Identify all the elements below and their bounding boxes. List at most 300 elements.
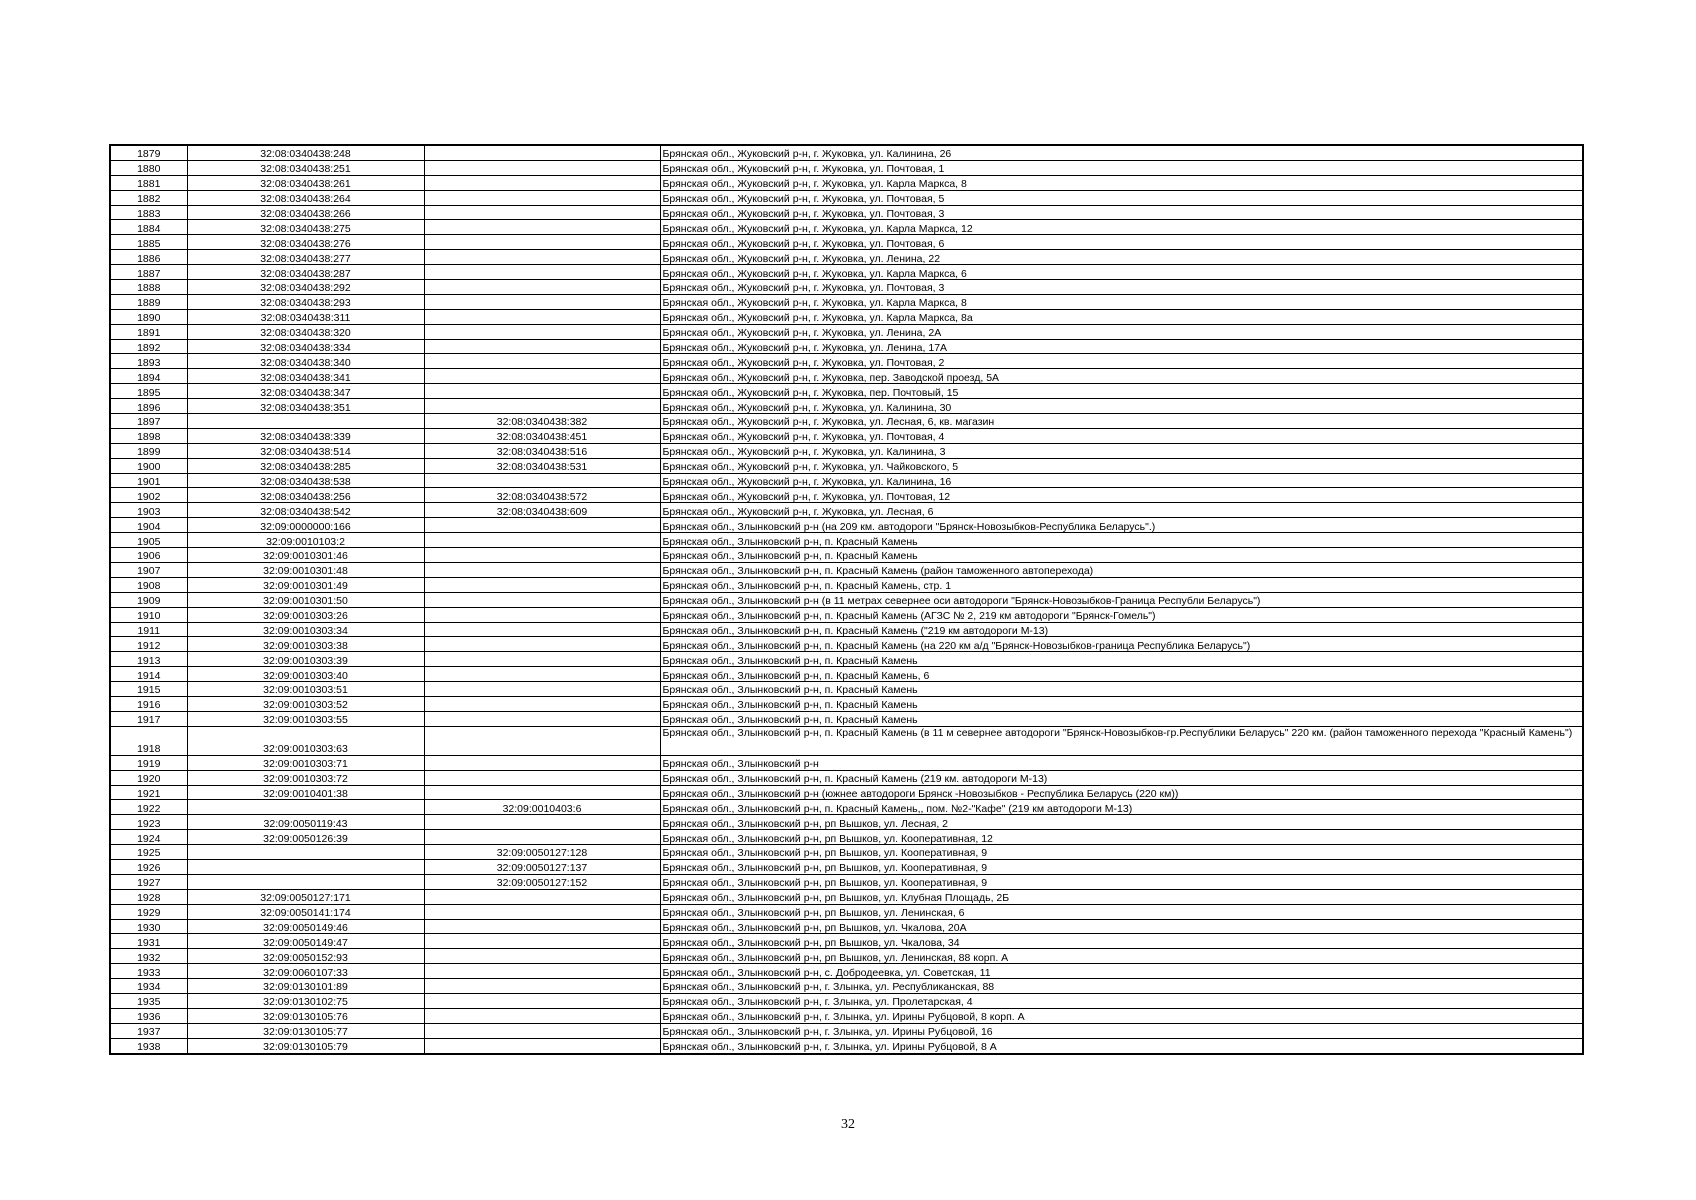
table-row [110, 235, 1583, 250]
row-number-cell: 1922 [110, 800, 187, 815]
table-row [110, 369, 1583, 384]
related-cadastral-number-cell [424, 696, 660, 711]
address-cell: Брянская обл., Жуковский р-н, г. Жуковка, ул. Карла Маркса, 12 [660, 220, 1583, 235]
cadastral-number-cell: 32:09:0050126:39 [187, 830, 424, 845]
address-cell: Брянская обл., Жуковский р-н, г. Жуковка, ул. Чайковского, 5 [660, 458, 1583, 473]
address-cell: Брянская обл., Жуковский р-н, г. Жуковка, ул. Калинина, 3 [660, 443, 1583, 458]
table-row [110, 250, 1583, 265]
cadastral-number-cell: 32:09:0010301:50 [187, 592, 424, 607]
cadastral-number-cell: 32:09:0130101:89 [187, 979, 424, 994]
cadastral-number-cell: 32:09:0010301:46 [187, 548, 424, 563]
address-cell: Брянская обл., Жуковский р-н, г. Жуковка, ул. Почтовая, 3 [660, 280, 1583, 295]
cadastral-number-cell: 32:09:0050141:174 [187, 904, 424, 919]
related-cadastral-number-cell [424, 964, 660, 979]
row-number-cell: 1933 [110, 964, 187, 979]
row-number-cell: 1929 [110, 904, 187, 919]
row-number-cell: 1897 [110, 414, 187, 429]
address-cell: Брянская обл., Жуковский р-н, г. Жуковка, ул. Карла Маркса, 8 [660, 175, 1583, 190]
table-row [110, 384, 1583, 399]
table-row [110, 577, 1583, 592]
address-cell: Брянская обл., Злынковский р-н, п. Красный Камень [660, 533, 1583, 548]
related-cadastral-number-cell: 32:08:0340438:382 [424, 414, 660, 429]
table-row [110, 949, 1583, 964]
row-number-cell: 1902 [110, 488, 187, 503]
row-number-cell: 1938 [110, 1038, 187, 1053]
address-cell: Брянская обл., Жуковский р-н, г. Жуковка, ул. Ленина, 17А [660, 339, 1583, 354]
related-cadastral-number-cell [424, 993, 660, 1008]
table-row [110, 220, 1583, 235]
address-cell: Брянская обл., Злынковский р-н, рп Вышков, ул. Клубная Площадь, 2Б [660, 889, 1583, 904]
row-number-cell: 1911 [110, 622, 187, 637]
address-cell: Брянская обл., Жуковский р-н, г. Жуковка, ул. Карла Маркса, 8 [660, 294, 1583, 309]
table-row [110, 354, 1583, 369]
property-registry-table [109, 144, 1584, 1055]
address-cell: Брянская обл., Жуковский р-н, г. Жуковка, ул. Лесная, 6 [660, 503, 1583, 518]
cadastral-number-cell: 32:08:0340438:334 [187, 339, 424, 354]
related-cadastral-number-cell [424, 339, 660, 354]
address-cell: Брянская обл., Злынковский р-н, рп Вышков, ул. Ленинская, 88 корп. А [660, 949, 1583, 964]
table-row [110, 622, 1583, 637]
related-cadastral-number-cell [424, 1023, 660, 1038]
table-row [110, 667, 1583, 682]
cadastral-number-cell: 32:08:0340438:256 [187, 488, 424, 503]
cadastral-number-cell: 32:09:0010303:51 [187, 682, 424, 697]
related-cadastral-number-cell [424, 592, 660, 607]
related-cadastral-number-cell [424, 145, 660, 160]
related-cadastral-number-cell [424, 889, 660, 904]
row-number-cell: 1935 [110, 993, 187, 1008]
related-cadastral-number-cell: 32:09:0050127:152 [424, 874, 660, 889]
address-cell: Брянская обл., Жуковский р-н, г. Жуковка, ул. Калинина, 26 [660, 145, 1583, 160]
address-cell: Брянская обл., Жуковский р-н, г. Жуковка, ул. Карла Маркса, 8а [660, 309, 1583, 324]
address-cell: Брянская обл., Злынковский р-н, п. Красный Камень, стр. 1 [660, 577, 1583, 592]
related-cadastral-number-cell [424, 979, 660, 994]
table-row [110, 1038, 1583, 1053]
page-number: 32 [841, 1117, 855, 1132]
address-cell: Брянская обл., Жуковский р-н, г. Жуковка, ул. Почтовая, 6 [660, 235, 1583, 250]
row-number-cell: 1912 [110, 637, 187, 652]
row-number-cell: 1885 [110, 235, 187, 250]
address-cell: Брянская обл., Злынковский р-н, рп Вышков, ул. Чкалова, 34 [660, 934, 1583, 949]
related-cadastral-number-cell [424, 934, 660, 949]
related-cadastral-number-cell: 32:08:0340438:451 [424, 428, 660, 443]
address-cell: Брянская обл., Злынковский р-н, г. Злынка, ул. Пролетарская, 4 [660, 993, 1583, 1008]
related-cadastral-number-cell [424, 770, 660, 785]
row-number-cell: 1919 [110, 755, 187, 770]
address-cell: Брянская обл., Злынковский р-н, рп Вышков, ул. Лесная, 2 [660, 815, 1583, 830]
row-number-cell: 1896 [110, 399, 187, 414]
related-cadastral-number-cell: 32:09:0010403:6 [424, 800, 660, 815]
address-cell: Брянская обл., Жуковский р-н, г. Жуковка, ул. Калинина, 16 [660, 473, 1583, 488]
cadastral-number-cell [187, 845, 424, 860]
cadastral-number-cell: 32:08:0340438:276 [187, 235, 424, 250]
related-cadastral-number-cell [424, 250, 660, 265]
table-row [110, 503, 1583, 518]
row-number-cell: 1931 [110, 934, 187, 949]
related-cadastral-number-cell [424, 235, 660, 250]
table-row [110, 800, 1583, 815]
address-cell: Брянская обл., Злынковский р-н, рп Вышков, ул. Кооперативная, 9 [660, 845, 1583, 860]
related-cadastral-number-cell [424, 384, 660, 399]
row-number-cell: 1879 [110, 145, 187, 160]
address-cell: Брянская обл., Злынковский р-н, рп Вышков, ул. Кооперативная, 9 [660, 859, 1583, 874]
cadastral-number-cell: 32:08:0340438:347 [187, 384, 424, 399]
address-cell: Брянская обл., Жуковский р-н, г. Жуковка, ул. Ленина, 22 [660, 250, 1583, 265]
related-cadastral-number-cell [424, 175, 660, 190]
table-row [110, 145, 1583, 160]
address-cell: Брянская обл., Злынковский р-н, рп Вышков, ул. Ленинская, 6 [660, 904, 1583, 919]
related-cadastral-number-cell [424, 785, 660, 800]
cadastral-number-cell: 32:09:0010401:38 [187, 785, 424, 800]
address-cell: Брянская обл., Злынковский р-н, п. Красный Камень (в 11 м севернее автодороги "Брянск-Новозыбков-гр.Республики Беларусь" 220 км. (район таможенного перехода "Красный Камень") [660, 726, 1583, 755]
row-number-cell: 1887 [110, 265, 187, 280]
table-row [110, 652, 1583, 667]
cadastral-number-cell: 32:08:0340438:340 [187, 354, 424, 369]
row-number-cell: 1920 [110, 770, 187, 785]
row-number-cell: 1886 [110, 250, 187, 265]
cadastral-number-cell: 32:09:0010303:38 [187, 637, 424, 652]
cadastral-number-cell [187, 874, 424, 889]
cadastral-number-cell [187, 800, 424, 815]
address-cell: Брянская обл., Жуковский р-н, г. Жуковка, ул. Почтовая, 2 [660, 354, 1583, 369]
cadastral-number-cell: 32:09:0010303:72 [187, 770, 424, 785]
row-number-cell: 1907 [110, 562, 187, 577]
related-cadastral-number-cell: 32:09:0050127:137 [424, 859, 660, 874]
cadastral-number-cell: 32:08:0340438:251 [187, 160, 424, 175]
row-number-cell: 1923 [110, 815, 187, 830]
table-row [110, 889, 1583, 904]
related-cadastral-number-cell: 32:08:0340438:516 [424, 443, 660, 458]
table-row [110, 488, 1583, 503]
row-number-cell: 1928 [110, 889, 187, 904]
address-cell: Брянская обл., Жуковский р-н, г. Жуковка, пер. Почтовый, 15 [660, 384, 1583, 399]
address-cell: Брянская обл., Злынковский р-н, п. Красный Камень [660, 682, 1583, 697]
row-number-cell: 1882 [110, 190, 187, 205]
related-cadastral-number-cell [424, 518, 660, 533]
related-cadastral-number-cell [424, 815, 660, 830]
row-number-cell: 1881 [110, 175, 187, 190]
related-cadastral-number-cell: 32:08:0340438:609 [424, 503, 660, 518]
table-row [110, 309, 1583, 324]
cadastral-number-cell: 32:08:0340438:275 [187, 220, 424, 235]
row-number-cell: 1932 [110, 949, 187, 964]
cadastral-number-cell: 32:09:0130105:76 [187, 1008, 424, 1023]
address-cell: Брянская обл., Злынковский р-н, п. Красный Камень (АГЗС № 2, 219 км автодороги "Брянск-Гомель") [660, 607, 1583, 622]
related-cadastral-number-cell: 32:08:0340438:531 [424, 458, 660, 473]
row-number-cell: 1893 [110, 354, 187, 369]
row-number-cell: 1915 [110, 682, 187, 697]
related-cadastral-number-cell [424, 309, 660, 324]
address-cell: Брянская обл., Жуковский р-н, г. Жуковка, ул. Почтовая, 5 [660, 190, 1583, 205]
cadastral-number-cell: 32:09:0050149:46 [187, 919, 424, 934]
row-number-cell: 1889 [110, 294, 187, 309]
cadastral-number-cell: 32:09:0050152:93 [187, 949, 424, 964]
address-cell: Брянская обл., Злынковский р-н, п. Красный Камень [660, 548, 1583, 563]
related-cadastral-number-cell [424, 949, 660, 964]
row-number-cell: 1927 [110, 874, 187, 889]
cadastral-number-cell: 32:09:0010303:40 [187, 667, 424, 682]
table-row [110, 280, 1583, 295]
cadastral-number-cell: 32:08:0340438:514 [187, 443, 424, 458]
cadastral-number-cell: 32:08:0340438:277 [187, 250, 424, 265]
cadastral-number-cell: 32:09:0050119:43 [187, 815, 424, 830]
property-registry-body [110, 145, 1583, 1054]
cadastral-number-cell: 32:08:0340438:320 [187, 324, 424, 339]
related-cadastral-number-cell [424, 562, 660, 577]
table-row [110, 637, 1583, 652]
related-cadastral-number-cell [424, 220, 660, 235]
cadastral-number-cell: 32:08:0340438:542 [187, 503, 424, 518]
address-cell: Брянская обл., Жуковский р-н, г. Жуковка, ул. Почтовая, 4 [660, 428, 1583, 443]
table-row [110, 815, 1583, 830]
related-cadastral-number-cell [424, 919, 660, 934]
table-row [110, 755, 1583, 770]
cadastral-number-cell: 32:08:0340438:292 [187, 280, 424, 295]
address-cell: Брянская обл., Злынковский р-н, рп Вышков, ул. Чкалова, 20А [660, 919, 1583, 934]
row-number-cell: 1936 [110, 1008, 187, 1023]
cadastral-number-cell: 32:09:0130105:77 [187, 1023, 424, 1038]
table-row [110, 339, 1583, 354]
row-number-cell: 1891 [110, 324, 187, 339]
table-row [110, 1023, 1583, 1038]
row-number-cell: 1906 [110, 548, 187, 563]
table-row [110, 443, 1583, 458]
address-cell: Брянская обл., Злынковский р-н, г. Злынка, ул. Ирины Рубцовой, 16 [660, 1023, 1583, 1038]
address-cell: Брянская обл., Злынковский р-н (в 11 метрах севернее оси автодороги "Брянск-Новозыбков-Граница Республи Беларусь") [660, 592, 1583, 607]
table-row [110, 979, 1583, 994]
row-number-cell: 1937 [110, 1023, 187, 1038]
table-row [110, 414, 1583, 429]
row-number-cell: 1908 [110, 577, 187, 592]
related-cadastral-number-cell [424, 1038, 660, 1053]
row-number-cell: 1926 [110, 859, 187, 874]
related-cadastral-number-cell [424, 667, 660, 682]
related-cadastral-number-cell [424, 904, 660, 919]
table-row [110, 919, 1583, 934]
table-row [110, 399, 1583, 414]
address-cell: Брянская обл., Злынковский р-н, г. Злынка, ул. Ирины Рубцовой, 8 А [660, 1038, 1583, 1053]
related-cadastral-number-cell [424, 755, 660, 770]
address-cell: Брянская обл., Жуковский р-н, г. Жуковка, ул. Лесная, 6, кв. магазин [660, 414, 1583, 429]
row-number-cell: 1934 [110, 979, 187, 994]
row-number-cell: 1899 [110, 443, 187, 458]
cadastral-number-cell: 32:09:0010103:2 [187, 533, 424, 548]
row-number-cell: 1916 [110, 696, 187, 711]
related-cadastral-number-cell [424, 369, 660, 384]
table-row [110, 294, 1583, 309]
table-row [110, 518, 1583, 533]
related-cadastral-number-cell [424, 830, 660, 845]
cadastral-number-cell: 32:08:0340438:538 [187, 473, 424, 488]
address-cell: Брянская обл., Злынковский р-н, г. Злынка, ул. Республиканская, 88 [660, 979, 1583, 994]
table-row [110, 830, 1583, 845]
related-cadastral-number-cell [424, 280, 660, 295]
cadastral-number-cell: 32:09:0010303:39 [187, 652, 424, 667]
cadastral-number-cell: 32:09:0010303:55 [187, 711, 424, 726]
cadastral-number-cell: 32:09:0010303:71 [187, 755, 424, 770]
related-cadastral-number-cell [424, 205, 660, 220]
table-row [110, 993, 1583, 1008]
address-cell: Брянская обл., Злынковский р-н, рп Вышков, ул. Кооперативная, 9 [660, 874, 1583, 889]
table-row [110, 428, 1583, 443]
related-cadastral-number-cell [424, 190, 660, 205]
row-number-cell: 1905 [110, 533, 187, 548]
table-row [110, 1008, 1583, 1023]
related-cadastral-number-cell [424, 533, 660, 548]
row-number-cell: 1903 [110, 503, 187, 518]
address-cell: Брянская обл., Злынковский р-н, п. Красный Камень (район таможенного автоперехода) [660, 562, 1583, 577]
table-row [110, 324, 1583, 339]
row-number-cell: 1894 [110, 369, 187, 384]
table-row [110, 770, 1583, 785]
cadastral-number-cell: 32:09:0130102:75 [187, 993, 424, 1008]
related-cadastral-number-cell [424, 324, 660, 339]
cadastral-number-cell: 32:08:0340438:341 [187, 369, 424, 384]
cadastral-number-cell: 32:09:0010303:52 [187, 696, 424, 711]
related-cadastral-number-cell [424, 354, 660, 369]
table-row [110, 874, 1583, 889]
related-cadastral-number-cell [424, 622, 660, 637]
cadastral-number-cell: 32:09:0010303:63 [187, 726, 424, 755]
table-row [110, 934, 1583, 949]
address-cell: Брянская обл., Злынковский р-н, п. Красный Камень (на 220 км а/д "Брянск-Новозыбков-граница Республика Беларусь") [660, 637, 1583, 652]
cadastral-number-cell: 32:09:0130105:79 [187, 1038, 424, 1053]
address-cell: Брянская обл., Злынковский р-н, с. Добродеевка, ул. Советская, 11 [660, 964, 1583, 979]
table-row [110, 682, 1583, 697]
cadastral-number-cell: 32:08:0340438:248 [187, 145, 424, 160]
row-number-cell: 1909 [110, 592, 187, 607]
address-cell: Брянская обл., Жуковский р-н, г. Жуковка, ул. Почтовая, 3 [660, 205, 1583, 220]
cadastral-number-cell: 32:09:0050127:171 [187, 889, 424, 904]
cadastral-number-cell: 32:08:0340438:264 [187, 190, 424, 205]
address-cell: Брянская обл., Злынковский р-н, п. Красный Камень [660, 652, 1583, 667]
table-row [110, 160, 1583, 175]
address-cell: Брянская обл., Злынковский р-н, п. Красный Камень, 6 [660, 667, 1583, 682]
address-cell: Брянская обл., Злынковский р-н, п. Красный Камень ("219 км автодороги М-13) [660, 622, 1583, 637]
table-row [110, 904, 1583, 919]
table-row [110, 190, 1583, 205]
row-number-cell: 1888 [110, 280, 187, 295]
cadastral-number-cell: 32:09:0010303:34 [187, 622, 424, 637]
cadastral-number-cell: 32:08:0340438:351 [187, 399, 424, 414]
address-cell: Брянская обл., Злынковский р-н (на 209 км. автодороги "Брянск-Новозыбков-Республика Беларусь".) [660, 518, 1583, 533]
row-number-cell: 1921 [110, 785, 187, 800]
table-row [110, 696, 1583, 711]
related-cadastral-number-cell [424, 682, 660, 697]
related-cadastral-number-cell [424, 399, 660, 414]
related-cadastral-number-cell: 32:08:0340438:572 [424, 488, 660, 503]
table-row [110, 711, 1583, 726]
row-number-cell: 1895 [110, 384, 187, 399]
cadastral-number-cell: 32:09:0010301:49 [187, 577, 424, 592]
row-number-cell: 1914 [110, 667, 187, 682]
related-cadastral-number-cell [424, 607, 660, 622]
row-number-cell: 1913 [110, 652, 187, 667]
table-row [110, 607, 1583, 622]
address-cell: Брянская обл., Жуковский р-н, г. Жуковка, ул. Ленина, 2А [660, 324, 1583, 339]
address-cell: Брянская обл., Злынковский р-н, п. Красный Камень (219 км. автодороги М-13) [660, 770, 1583, 785]
address-cell: Брянская обл., Злынковский р-н, п. Красный Камень [660, 711, 1583, 726]
related-cadastral-number-cell [424, 294, 660, 309]
address-cell: Брянская обл., Жуковский р-н, г. Жуковка, ул. Калинина, 30 [660, 399, 1583, 414]
row-number-cell: 1910 [110, 607, 187, 622]
table-row [110, 845, 1583, 860]
cadastral-number-cell: 32:08:0340438:266 [187, 205, 424, 220]
table-row [110, 592, 1583, 607]
related-cadastral-number-cell [424, 637, 660, 652]
table-row [110, 265, 1583, 280]
table-row [110, 548, 1583, 563]
row-number-cell: 1924 [110, 830, 187, 845]
table-row [110, 562, 1583, 577]
row-number-cell: 1883 [110, 205, 187, 220]
cadastral-number-cell: 32:08:0340438:339 [187, 428, 424, 443]
table-row [110, 175, 1583, 190]
table-row [110, 458, 1583, 473]
related-cadastral-number-cell [424, 726, 660, 755]
related-cadastral-number-cell: 32:09:0050127:128 [424, 845, 660, 860]
row-number-cell: 1904 [110, 518, 187, 533]
row-number-cell: 1898 [110, 428, 187, 443]
row-number-cell: 1900 [110, 458, 187, 473]
cadastral-number-cell: 32:08:0340438:293 [187, 294, 424, 309]
related-cadastral-number-cell [424, 473, 660, 488]
row-number-cell: 1918 [110, 726, 187, 755]
related-cadastral-number-cell [424, 548, 660, 563]
table-row [110, 473, 1583, 488]
address-cell: Брянская обл., Жуковский р-н, г. Жуковка, пер. Заводской проезд, 5А [660, 369, 1583, 384]
cadastral-number-cell: 32:08:0340438:285 [187, 458, 424, 473]
row-number-cell: 1892 [110, 339, 187, 354]
table-row [110, 964, 1583, 979]
cadastral-number-cell: 32:08:0340438:311 [187, 309, 424, 324]
cadastral-number-cell: 32:09:0000000:166 [187, 518, 424, 533]
related-cadastral-number-cell [424, 160, 660, 175]
address-cell: Брянская обл., Злынковский р-н (южнее автодороги Брянск -Новозыбков - Республика Беларусь (220 км)) [660, 785, 1583, 800]
related-cadastral-number-cell [424, 711, 660, 726]
row-number-cell: 1890 [110, 309, 187, 324]
table-row [110, 726, 1583, 755]
address-cell: Брянская обл., Жуковский р-н, г. Жуковка, ул. Карла Маркса, 6 [660, 265, 1583, 280]
address-cell: Брянская обл., Жуковский р-н, г. Жуковка, ул. Почтовая, 12 [660, 488, 1583, 503]
address-cell: Брянская обл., Жуковский р-н, г. Жуковка, ул. Почтовая, 1 [660, 160, 1583, 175]
row-number-cell: 1930 [110, 919, 187, 934]
address-cell: Брянская обл., Злынковский р-н, рп Вышков, ул. Кооперативная, 12 [660, 830, 1583, 845]
cadastral-number-cell: 32:09:0010303:26 [187, 607, 424, 622]
cadastral-number-cell: 32:09:0050149:47 [187, 934, 424, 949]
address-cell: Брянская обл., Злынковский р-н [660, 755, 1583, 770]
cadastral-number-cell [187, 859, 424, 874]
address-cell: Брянская обл., Злынковский р-н, п. Красный Камень,, пом. №2-"Кафе" (219 км автодороги М-13) [660, 800, 1583, 815]
cadastral-number-cell: 32:08:0340438:287 [187, 265, 424, 280]
row-number-cell: 1901 [110, 473, 187, 488]
address-cell: Брянская обл., Злынковский р-н, п. Красный Камень [660, 696, 1583, 711]
cadastral-number-cell: 32:08:0340438:261 [187, 175, 424, 190]
row-number-cell: 1925 [110, 845, 187, 860]
related-cadastral-number-cell [424, 1008, 660, 1023]
cadastral-number-cell: 32:09:0010301:48 [187, 562, 424, 577]
table-row [110, 859, 1583, 874]
row-number-cell: 1884 [110, 220, 187, 235]
related-cadastral-number-cell [424, 652, 660, 667]
row-number-cell: 1917 [110, 711, 187, 726]
cadastral-number-cell [187, 414, 424, 429]
related-cadastral-number-cell [424, 265, 660, 280]
table-row [110, 205, 1583, 220]
table-row [110, 785, 1583, 800]
address-cell: Брянская обл., Злынковский р-н, г. Злынка, ул. Ирины Рубцовой, 8 корп. А [660, 1008, 1583, 1023]
related-cadastral-number-cell [424, 577, 660, 592]
